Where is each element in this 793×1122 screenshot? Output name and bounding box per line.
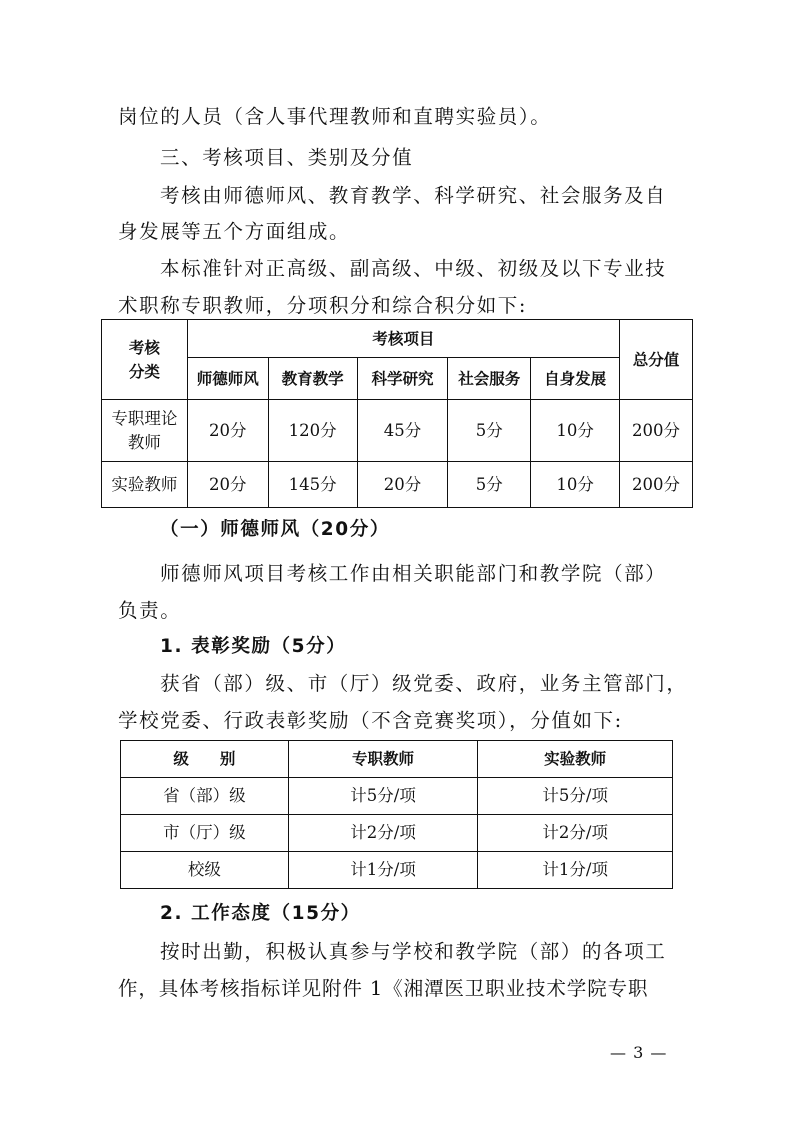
table-cell: 10分 bbox=[531, 462, 620, 508]
paragraph-text: 术职称专职教师，分项积分和综合积分如下: bbox=[118, 294, 528, 317]
table-row bbox=[102, 462, 693, 508]
items-header: 考核项目 bbox=[187, 320, 619, 358]
table-cell: 省（部）级 bbox=[121, 778, 289, 815]
table-header-cell: 级 别 bbox=[121, 741, 289, 778]
page-number: — 3 — bbox=[610, 1043, 668, 1062]
table-cell: 计5分/项 bbox=[288, 778, 478, 815]
paragraph-text: 获省（部）级、市（厅）级党委、政府，业务主管部门， bbox=[160, 672, 688, 695]
table-cell: 5分 bbox=[448, 400, 531, 462]
table-cell: 120分 bbox=[268, 400, 357, 462]
item-header: 师德师风 bbox=[187, 358, 268, 400]
section-heading: 三、考核项目、类别及分值 bbox=[160, 146, 414, 169]
table-header-row bbox=[121, 741, 673, 778]
paragraph-text: 考核由师德师风、教育教学、科学研究、社会服务及自 bbox=[160, 184, 667, 207]
paragraph-text: 身发展等五个方面组成。 bbox=[118, 220, 351, 243]
table-cell-total: 200分 bbox=[620, 462, 693, 508]
paragraph-text: 作，具体考核指标详见附件 1《湘潭医卫职业技术学院专职 bbox=[118, 977, 649, 1000]
section-heading: （一）师德师风（20分） bbox=[160, 519, 390, 540]
table-cell: 20分 bbox=[187, 400, 268, 462]
table-header-cell: 专职教师 bbox=[288, 741, 478, 778]
paragraph-text: 学校党委、行政表彰奖励（不含竞赛奖项），分值如下: bbox=[118, 709, 623, 732]
table-cell: 计2分/项 bbox=[478, 815, 673, 852]
category-header: 考核 分类 bbox=[102, 320, 188, 400]
paragraph-text: 师德师风项目考核工作由相关职能部门和教学院（部） bbox=[160, 562, 667, 585]
item-header: 社会服务 bbox=[448, 358, 531, 400]
table-row bbox=[121, 815, 673, 852]
paragraph-text: 按时出勤，积极认真参与学校和教学院（部）的各项工 bbox=[160, 940, 667, 963]
score-allocation-table bbox=[101, 319, 693, 508]
subsection-heading: 2. 工作态度（15分） bbox=[160, 903, 361, 924]
subsection-heading: 1. 表彰奖励（5分） bbox=[160, 636, 347, 657]
table-cell: 5分 bbox=[448, 462, 531, 508]
table-subheader-row bbox=[102, 358, 693, 400]
item-header: 自身发展 bbox=[531, 358, 620, 400]
table-cell: 10分 bbox=[531, 400, 620, 462]
paragraph-text: 岗位的人员（含人事代理教师和直聘实验员）。 bbox=[118, 105, 552, 128]
table-cell-total: 200分 bbox=[620, 400, 693, 462]
table-cell: 计1分/项 bbox=[478, 852, 673, 889]
award-score-table bbox=[120, 740, 673, 889]
table-header-row bbox=[102, 320, 693, 358]
total-header: 总分值 bbox=[620, 320, 693, 400]
table-header-cell: 实验教师 bbox=[478, 741, 673, 778]
table-row bbox=[121, 778, 673, 815]
table-cell: 计2分/项 bbox=[288, 815, 478, 852]
paragraph-text: 负责。 bbox=[118, 599, 182, 622]
table-row bbox=[102, 400, 693, 462]
table-cell: 校级 bbox=[121, 852, 289, 889]
table-cell: 计1分/项 bbox=[288, 852, 478, 889]
table-cell: 45分 bbox=[357, 400, 448, 462]
row-label: 专职理论 教师 bbox=[102, 400, 188, 462]
item-header: 科学研究 bbox=[357, 358, 448, 400]
row-label: 实验教师 bbox=[102, 462, 188, 508]
item-header: 教育教学 bbox=[268, 358, 357, 400]
table-row bbox=[121, 852, 673, 889]
table-cell: 20分 bbox=[357, 462, 448, 508]
table-cell: 145分 bbox=[268, 462, 357, 508]
table-cell: 20分 bbox=[187, 462, 268, 508]
paragraph-text: 本标准针对正高级、副高级、中级、初级及以下专业技 bbox=[160, 257, 667, 280]
table-cell: 市（厅）级 bbox=[121, 815, 289, 852]
table-cell: 计5分/项 bbox=[478, 778, 673, 815]
